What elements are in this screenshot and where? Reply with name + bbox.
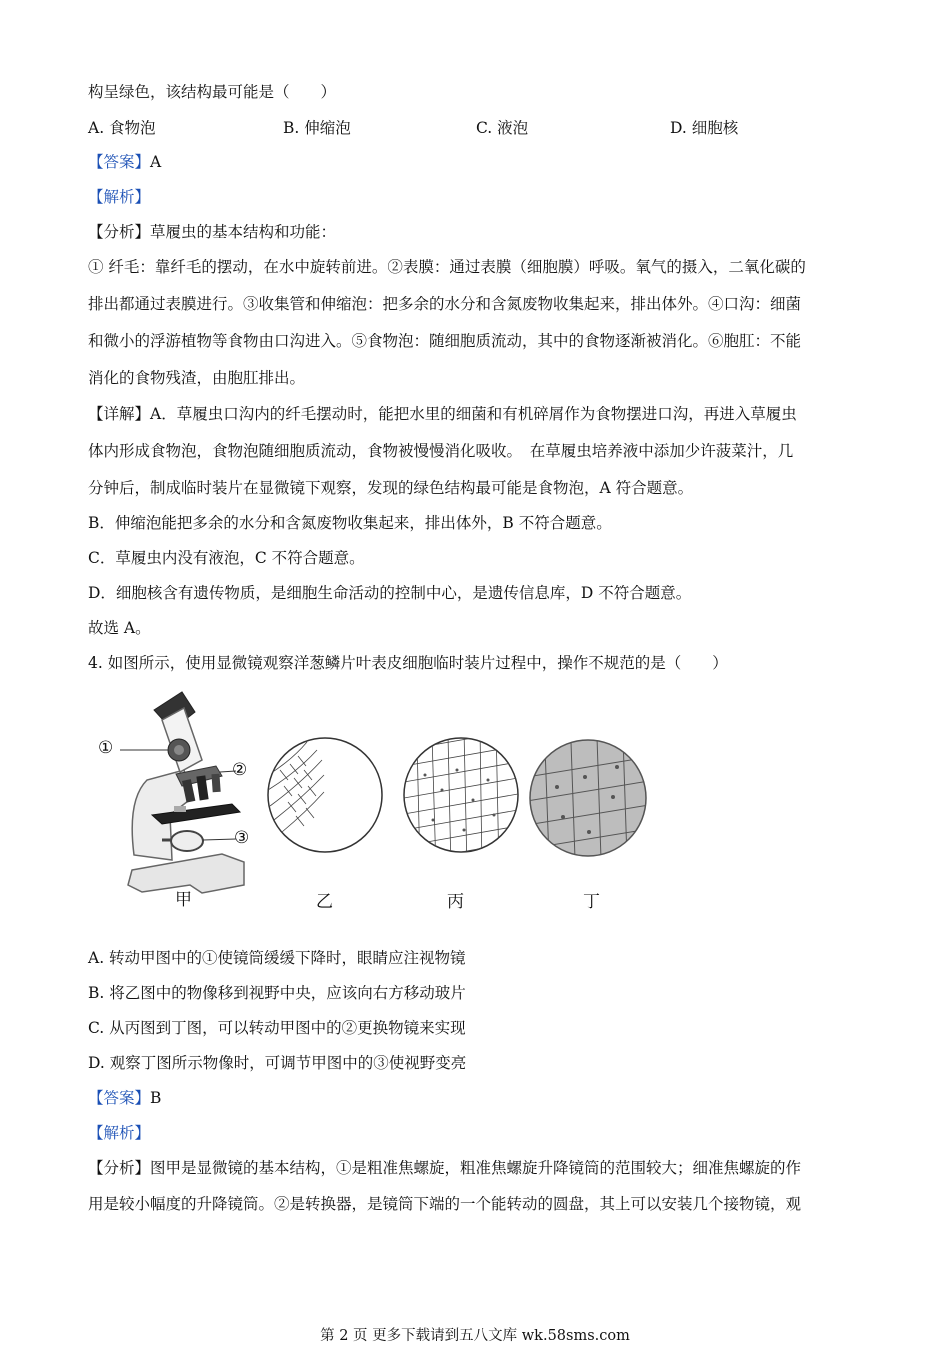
q3-option-b: B. 伸缩泡 [283, 119, 351, 137]
q3-analysis-line-3: 和微小的浮游植物等食物由口沟进入。⑤食物泡：随细胞质流动，其中的食物逐渐被消化。⑥胞肛：不能 [88, 332, 802, 350]
q4-answer-value: B [150, 1089, 162, 1107]
marker-1: ① [98, 738, 114, 758]
q3-answer-value: A [150, 153, 162, 171]
microscope-figure-svg [92, 680, 532, 916]
q3-option-a: A. 食物泡 [88, 119, 156, 137]
q3-detail-line-2: 体内形成食物泡，食物泡随细胞质流动，食物被慢慢消化吸收。 在草履虫培养液中添加少许菠菜汁，几 [88, 442, 794, 460]
q4-option-a: A. 转动甲图中的①使镜筒缓缓下降时，眼睛应注视物镜 [88, 949, 466, 967]
q3-detail-c: C．草履虫内没有液泡，C 不符合题意。 [88, 549, 365, 567]
marker-2: ② [232, 760, 248, 780]
caption-yi: 乙 [316, 892, 333, 912]
q3-analysis-label: 【解析】 [88, 188, 151, 206]
q3-analysis-line-2: 排出都通过表膜进行。③收集管和伸缩泡：把多余的水分和含氮废物收集起来，排出体外。④口沟：细菌 [88, 295, 802, 313]
q3-option-c: C. 液泡 [476, 119, 529, 137]
q3-detail-b: B．伸缩泡能把多余的水分和含氮废物收集起来，排出体外，B 不符合题意。 [88, 514, 612, 532]
q4-analysis-label: 【解析】 [88, 1124, 151, 1142]
q4-answer-line [88, 1088, 161, 1108]
page-footer: 第 2 页 更多下载请到五八文库 wk.58sms.com [320, 1328, 630, 1344]
q4-option-d: D. 观察丁图所示物像时，可调节甲图中的③使视野变亮 [88, 1054, 467, 1072]
view-bing [404, 725, 518, 870]
caption-bing: 丙 [447, 892, 464, 912]
answer-label: 【答案】 [88, 1089, 151, 1107]
view-ding-svg [527, 737, 649, 859]
q4-option-c: C. 从丙图到丁图，可以转动甲图中的②更换物镜来实现 [88, 1019, 466, 1037]
q3-detail-line-3: 分钟后，制成临时装片在显微镜下观察，发现的绿色结构最可能是食物泡，A 符合题意。 [88, 479, 694, 497]
q3-option-d: D. 细胞核 [670, 119, 739, 137]
q4-stem: 4. 如图所示，使用显微镜观察洋葱鳞片叶表皮细胞临时装片过程中，操作不规范的是（ ） [88, 654, 728, 672]
microscope-figure [92, 680, 532, 916]
q3-analysis-heading: 【分析】草履虫的基本结构和功能： [88, 223, 337, 241]
q3-detail-d: D．细胞核含有遗传物质，是细胞生命活动的控制中心，是遗传信息库，D 不符合题意。 [88, 584, 692, 602]
q3-conclusion: 故选 A。 [88, 619, 151, 637]
q4-analysis-line-2: 用是较小幅度的升降镜筒。②是转换器，是镜筒下端的一个能转动的圆盘，其上可以安装几个接物镜，观 [88, 1195, 802, 1213]
microscope-drawing [120, 692, 244, 893]
q3-analysis-line-4: 消化的食物残渣，由胞肛排出。 [88, 369, 306, 387]
q3-stem-tail: 构呈绿色，该结构最可能是（ ） [88, 83, 337, 101]
q4-option-b: B. 将乙图中的物像移到视野中央，应该向右方移动玻片 [88, 984, 466, 1002]
q4-analysis-line-1: 【分析】图甲是显微镜的基本结构，①是粗准焦螺旋，粗准焦螺旋升降镜筒的范围较大；细准焦螺旋的作 [88, 1159, 802, 1177]
view-ding-box [527, 737, 649, 912]
q3-analysis-line-1: ① 纤毛：靠纤毛的摆动，在水中旋转前进。②表膜：通过表膜（细胞膜）呼吸。氧气的摄入，二氧化碳的 [88, 258, 806, 276]
view-yi [268, 738, 382, 852]
marker-3: ③ [234, 828, 250, 848]
caption-ding: 丁 [583, 892, 600, 912]
q3-detail-line-1: 【详解】A．草履虫口沟内的纤毛摆动时，能把水里的细菌和有机碎屑作为食物摆进口沟，再进入草履虫 [88, 405, 797, 423]
answer-label: 【答案】 [88, 153, 151, 171]
caption-jia: 甲 [175, 890, 192, 910]
q3-answer-line [88, 152, 161, 172]
